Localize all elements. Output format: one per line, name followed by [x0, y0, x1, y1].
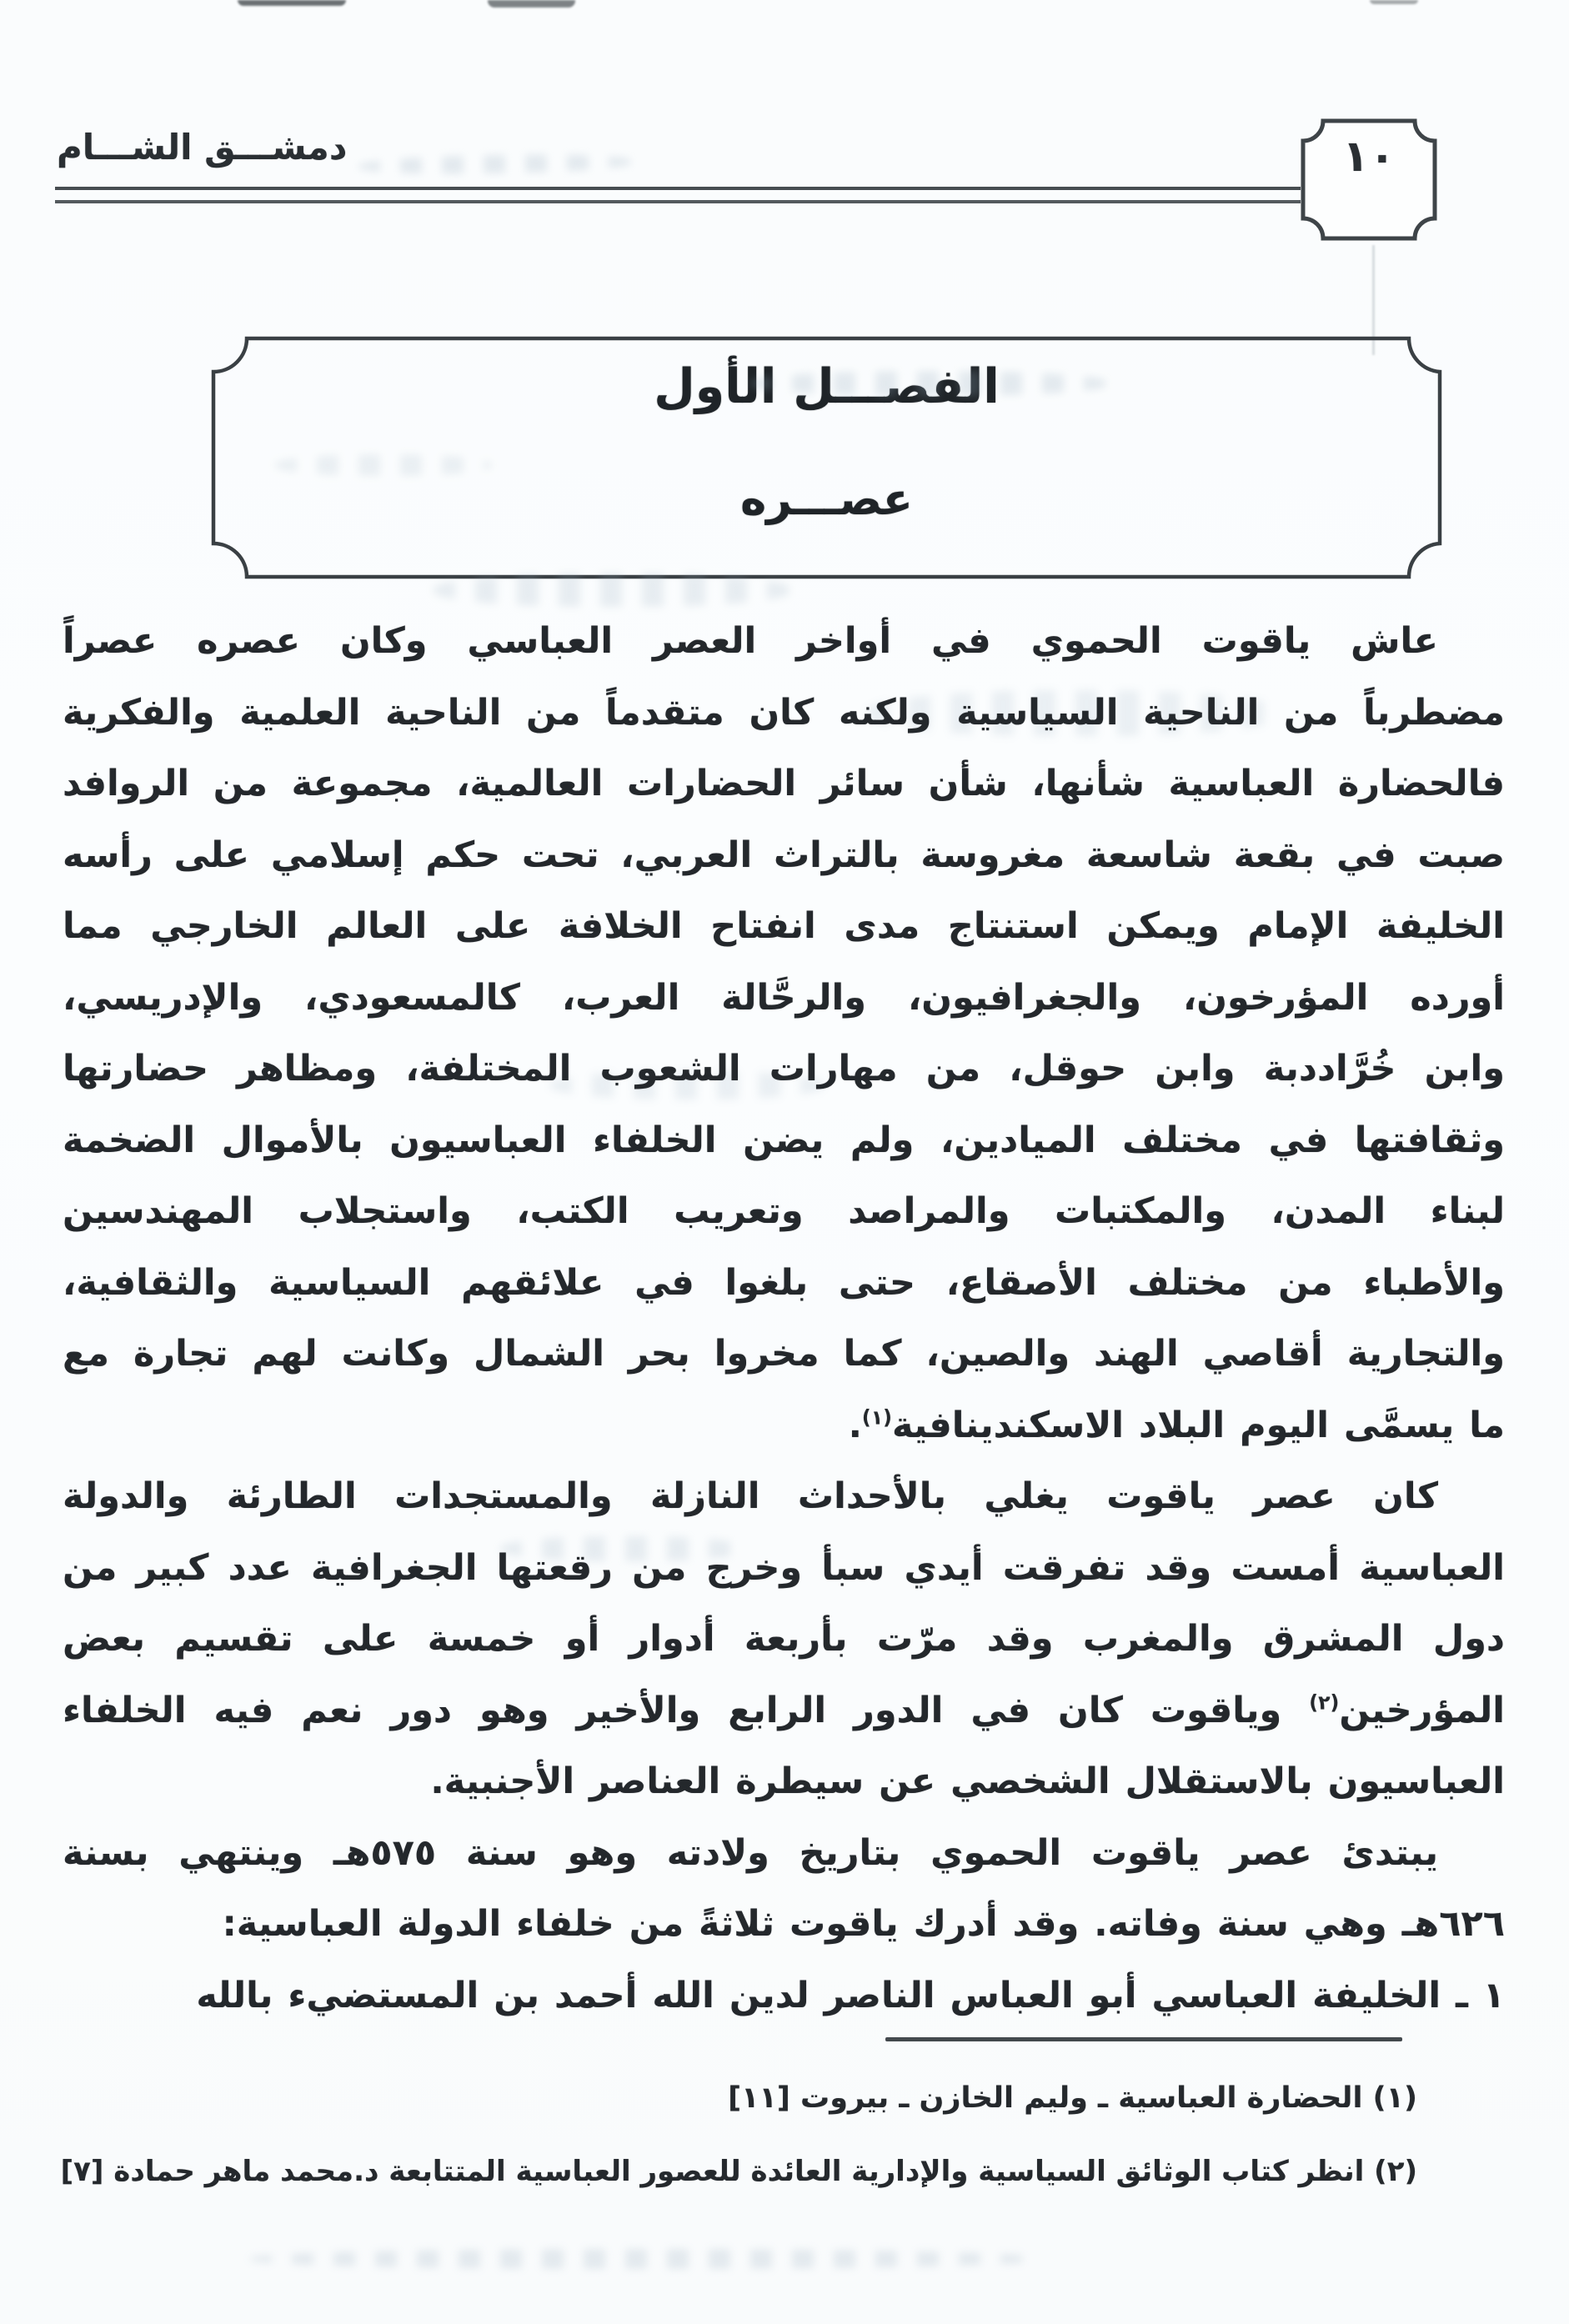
line-text: المؤرخين — [1339, 1689, 1505, 1731]
line-text: وياقوت كان في الدور الرابع والأخير وهو دور نعم فيه الخلفاء — [63, 1689, 1310, 1731]
text-line: يبتدئ عصر ياقوت الحموي بتاريخ ولادته وهو سنة ٥٧٥هـ وينتهي بسنة — [63, 1831, 1438, 1874]
text-line — [63, 1390, 1505, 1462]
chapter-subtitle: عصـــره — [739, 474, 914, 525]
text-line: العباسية أمست وقد تفرقت أيدي سبأ وخرج من رقعتها الجغرافية عدد كبير من — [63, 1546, 1505, 1589]
text-line: ٦٢٦هـ وهي سنة وفاته. وقد أدرك ياقوت ثلاثةً من خلفاء الدولة العباسية: — [222, 1903, 1505, 1945]
text-line: الخليفة الإمام ويمكن استنتاج مدى انفتاح الخلافة على العالم الخارجي مما — [63, 905, 1505, 947]
scan-artifact — [1370, 0, 1418, 4]
footnote-separator — [885, 2037, 1402, 2041]
bleed-through-artifact — [434, 573, 792, 607]
line-text: ما يسمَّى اليوم البلاد الاسكندينافية — [891, 1404, 1505, 1446]
page-number-box — [1301, 118, 1437, 241]
footnote: (١) الحضارة العباسية ـ وليم الخازن ـ بيروت [١١] — [728, 2081, 1417, 2115]
running-header-title: دمشـــق الشـــام — [57, 127, 348, 168]
text-line: فالحضارة العباسية شأنها، شأن سائر الحضارات العالمية، مجموعة من الروافد — [63, 763, 1505, 804]
text-line: ١ ـ الخليفة العباسي أبو العباس الناصر لدين الله أحمد بن المستضيء بالله — [196, 1974, 1505, 2016]
footnote-ref-marker: (١) — [861, 1405, 892, 1430]
bleed-through-artifact — [358, 153, 634, 176]
body-text — [63, 606, 1505, 2031]
scan-artifact — [488, 0, 575, 8]
text-line: أورده المؤرخون، والجغرافيون، والرحَّالة العرب، كالمسعودي، والإدريسي، — [63, 976, 1505, 1019]
text-line: والتجارية أقاصي الهند والصين، كما مخروا بحر الشمال وكانت لهم تجارة مع — [63, 1333, 1505, 1375]
text-line: مضطرباً من الناحية السياسية ولكنه كان متقدماً من الناحية العلمية والفكرية — [63, 691, 1505, 734]
text-line: وابن خُرَّاددبة وابن حوقل، من مهارات الشعوب المختلفة، ومظاهر حضارتها — [63, 1048, 1505, 1089]
header-double-rule — [55, 187, 1301, 203]
scan-artifact — [238, 0, 346, 6]
text-line: كان عصر ياقوت يغلي بالأحداث النازلة والمستجدات الطارئة والدولة — [63, 1475, 1438, 1517]
bleed-through-artifact — [750, 371, 1109, 396]
footnote-ref-marker: (٢) — [1309, 1690, 1340, 1715]
bleed-through-artifact — [250, 2249, 1042, 2269]
text-line: لبناء المدن، والمكتبات والمراصد وتعريب الكتب، واستجلاب المهندسين — [63, 1190, 1505, 1232]
text-line: دول المشرق والمغرب وقد مرّت بأربعة أدوار أو خمسة على تقسيم بعض — [63, 1618, 1505, 1660]
text-line: العباسيون بالاستقلال الشخصي عن سيطرة العناصر الأجنبية. — [430, 1761, 1505, 1802]
text-line: والأطباء من مختلف الأصقاع، حتى بلغوا في علائقهم السياسية والثقافية، — [63, 1261, 1505, 1304]
text-line: وثقافتها في مختلف الميادين، ولم يضن الخلفاء العباسيون بالأموال الضخمة — [63, 1119, 1505, 1161]
bleed-through-artifact — [275, 454, 492, 476]
line-text: . — [848, 1404, 862, 1446]
text-line: صبت في بقعة شاسعة مغروسة بالتراث العربي، تحت حكم إسلامي على رأسه — [63, 834, 1505, 876]
page-number: ١٠ — [1342, 132, 1396, 182]
text-line — [63, 1675, 1505, 1747]
text-line: عاش ياقوت الحموي في أواخر العصر العباسي وكان عصره عصراً — [63, 620, 1438, 662]
footnote: (٢) انظر كتاب الوثائق السياسية والإدارية العائدة للعصور العباسية المتتابعة د.محمد ماهر حمادة [٧] — [60, 2155, 1417, 2188]
chapter-title: الفصـــل الأول — [654, 359, 1000, 414]
